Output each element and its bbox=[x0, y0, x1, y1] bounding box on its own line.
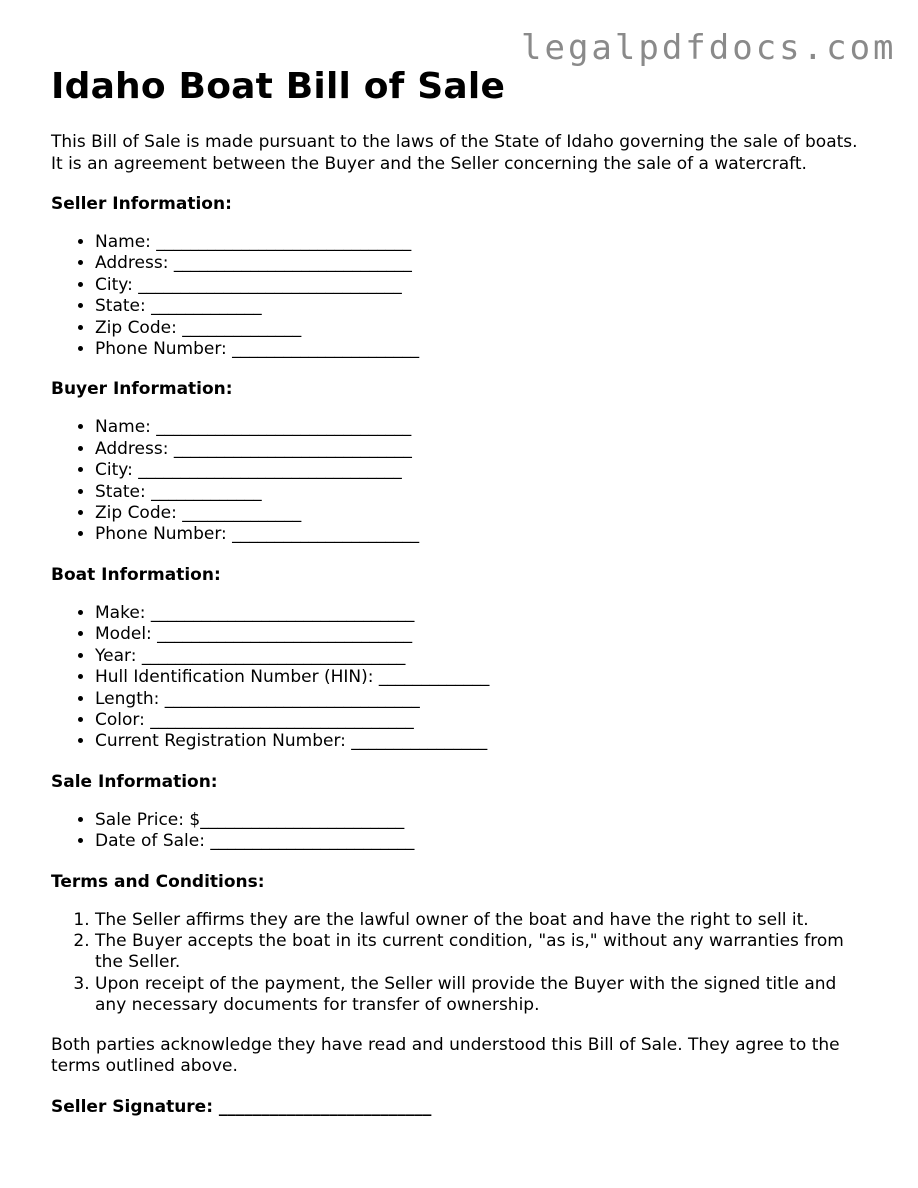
list-item: • Name: ______________________________ bbox=[95, 232, 871, 253]
intro-paragraph: This Bill of Sale is made pursuant to the laws of the State of Idaho governing the sale of boats. It is an agreement between the Buyer and the Seller concerning the sale of a watercraft. bbox=[51, 132, 858, 174]
list-item: • State: _____________ bbox=[95, 296, 871, 317]
list-item: • Name: ______________________________ bbox=[95, 417, 871, 438]
seller-signature-line: Seller Signature: _________________________ bbox=[51, 1096, 432, 1117]
list-item: • Zip Code: ______________ bbox=[95, 318, 871, 339]
seller-list bbox=[51, 232, 871, 360]
boat-heading: Boat Information: bbox=[51, 564, 221, 585]
terms-list bbox=[51, 910, 871, 1017]
list-item: • Address: ____________________________ bbox=[95, 253, 871, 274]
list-item: • Color: _______________________________ bbox=[95, 710, 871, 731]
list-item: • Make: _______________________________ bbox=[95, 603, 871, 624]
list-item: • Phone Number: ______________________ bbox=[95, 524, 871, 545]
sale-list bbox=[51, 810, 871, 853]
document-body bbox=[51, 64, 871, 1118]
list-item: • Zip Code: ______________ bbox=[95, 503, 871, 524]
sale-heading: Sale Information: bbox=[51, 771, 218, 792]
buyer-heading: Buyer Information: bbox=[51, 379, 233, 400]
acknowledgement-paragraph: Both parties acknowledge they have read and understood this Bill of Sale. They agree to the terms outlined above. bbox=[51, 1034, 840, 1077]
list-item: • Model: ______________________________ bbox=[95, 624, 871, 645]
list-item: • City: _______________________________ bbox=[95, 275, 871, 296]
list-item: • Length: ______________________________ bbox=[95, 689, 871, 710]
list-item: • Date of Sale: ________________________ bbox=[95, 831, 871, 852]
list-item: • City: _______________________________ bbox=[95, 460, 871, 481]
list-item: 3. Upon receipt of the payment, the Seller will provide the Buyer with the signed title and any necessary documents for transfer of ownership. bbox=[95, 974, 871, 1017]
boat-list bbox=[51, 603, 871, 753]
buyer-list bbox=[51, 417, 871, 545]
list-item: • State: _____________ bbox=[95, 482, 871, 503]
watermark: legalpdfdocs.com bbox=[521, 28, 897, 68]
terms-heading: Terms and Conditions: bbox=[51, 871, 265, 892]
page-title: Idaho Boat Bill of Sale bbox=[51, 66, 506, 107]
list-item: • Address: ____________________________ bbox=[95, 439, 871, 460]
seller-heading: Seller Information: bbox=[51, 194, 232, 214]
list-item: • Sale Price: $________________________ bbox=[95, 810, 871, 831]
list-item: 1. The Seller affirms they are the lawful owner of the boat and have the right to sell it. bbox=[95, 910, 871, 931]
list-item: • Phone Number: ______________________ bbox=[95, 339, 871, 360]
list-item: 2. The Buyer accepts the boat in its current condition, "as is," without any warranties from the Seller. bbox=[95, 931, 871, 974]
list-item: • Current Registration Number: ________________ bbox=[95, 731, 871, 752]
list-item: • Hull Identification Number (HIN): _____________ bbox=[95, 667, 871, 688]
list-item: • Year: _______________________________ bbox=[95, 646, 871, 667]
